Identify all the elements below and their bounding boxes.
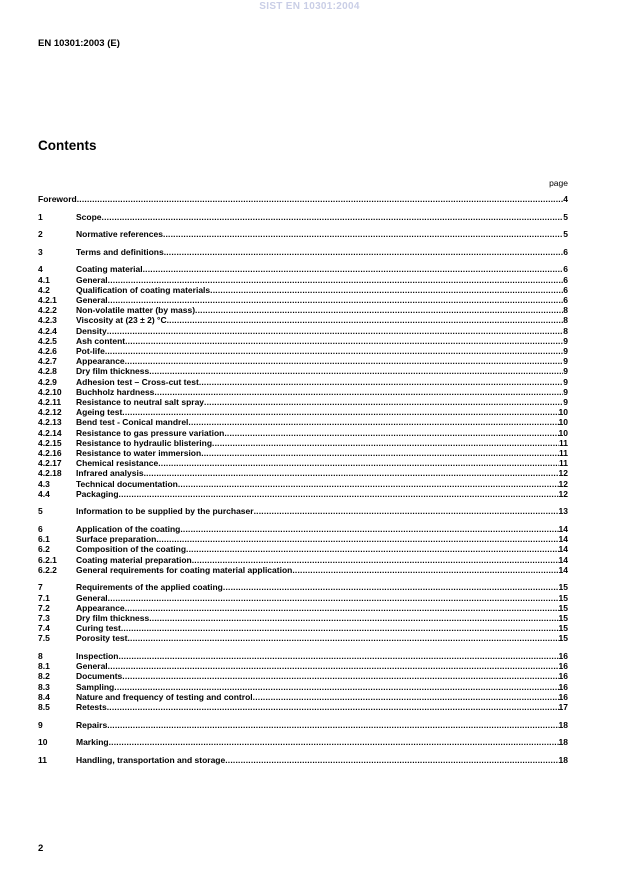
toc-dot-leader (199, 377, 563, 387)
toc-entry-number: 4.2.15 (38, 437, 62, 448)
toc-entry-title: Resistance to gas pressure variation (76, 427, 225, 438)
toc-dot-leader (102, 212, 564, 222)
toc-entry[interactable] (38, 366, 568, 376)
toc-dot-leader (108, 661, 559, 671)
toc-entry-page: 6 (563, 274, 568, 285)
toc-entry-page: 14 (558, 564, 568, 575)
toc-entry[interactable] (38, 593, 568, 603)
toc-entry-number: 4.2.9 (38, 376, 57, 387)
toc-entry-number: 4.2.8 (38, 366, 57, 377)
toc-entry-page: 6 (563, 294, 568, 305)
toc-dot-leader (149, 366, 563, 376)
toc-entry-number: 4.2.18 (38, 468, 62, 479)
toc-entry[interactable] (38, 555, 568, 565)
toc-entry-title: Information to be supplied by the purchaser (76, 506, 254, 517)
toc-entry-title: Terms and definitions (76, 246, 164, 257)
toc-dot-leader (180, 524, 558, 534)
toc-entry-number: 8.3 (38, 681, 50, 692)
table-of-contents (38, 194, 568, 765)
toc-entry-number: 4.2.14 (38, 427, 62, 438)
toc-dot-leader (164, 247, 564, 257)
toc-entry-number: 8.1 (38, 661, 50, 672)
toc-entry-number: 4.2.16 (38, 448, 62, 459)
toc-dot-leader (253, 692, 559, 702)
toc-entry-number: 3 (38, 246, 43, 257)
toc-dot-leader (292, 565, 558, 575)
toc-entry[interactable] (38, 377, 568, 387)
toc-entry-number: 4.2.6 (38, 346, 57, 356)
toc-entry-title: Non-volatile matter (by mass) (76, 305, 196, 316)
toc-entry-page: 14 (558, 524, 568, 535)
toc-entry-page: 9 (563, 335, 568, 346)
toc-entry[interactable] (38, 506, 568, 516)
toc-entry-number: 7.3 (38, 613, 50, 624)
toc-dot-leader (186, 544, 559, 554)
toc-entry-title: Dry film thickness (76, 366, 150, 377)
toc-entry-number: 4.2.17 (38, 458, 62, 469)
toc-entry-page: 14 (558, 554, 568, 565)
toc-entry-number: 2 (38, 229, 43, 240)
toc-entry[interactable] (38, 229, 568, 239)
toc-entry-page: 11 (559, 437, 568, 448)
toc-entry[interactable] (38, 524, 568, 534)
toc-entry-title: Composition of the coating (76, 544, 187, 555)
toc-entry-page: 8 (563, 305, 568, 316)
toc-dot-leader (119, 489, 559, 499)
watermark: SIST EN 10301:2004 (259, 1, 360, 12)
toc-entry-page: 12 (558, 478, 568, 489)
toc-dot-leader (109, 737, 559, 747)
toc-entry-page: 8 (563, 315, 568, 326)
toc-entry-number: 4.2.7 (38, 356, 57, 367)
toc-entry-number: 9 (38, 719, 43, 730)
toc-dot-leader (107, 326, 564, 336)
toc-entry-number: 4.3 (38, 478, 50, 489)
toc-entry-title: Packaging (76, 488, 119, 499)
toc-entry[interactable] (38, 315, 568, 325)
toc-entry-page: 11 (559, 458, 568, 469)
toc-entry[interactable] (38, 633, 568, 643)
toc-entry-number: 8.4 (38, 691, 50, 702)
toc-dot-leader (143, 264, 564, 274)
toc-dot-leader (121, 623, 559, 633)
toc-entry[interactable] (38, 544, 568, 554)
toc-entry-title: Pot-life (76, 346, 105, 356)
toc-dot-leader (212, 438, 559, 448)
toc-entry[interactable] (38, 212, 568, 222)
toc-entry[interactable] (38, 275, 568, 285)
toc-entry[interactable] (38, 702, 568, 712)
toc-dot-leader (122, 671, 558, 681)
toc-dot-leader (154, 387, 563, 397)
toc-entry-page: 12 (558, 468, 568, 479)
page-column-label: page (549, 178, 568, 188)
toc-entry[interactable] (38, 295, 568, 305)
toc-entry-page: 15 (558, 582, 568, 593)
toc-entry[interactable] (38, 489, 568, 499)
toc-entry-page: 18 (558, 737, 568, 748)
toc-entry-number: 7.2 (38, 602, 50, 613)
toc-entry[interactable] (38, 326, 568, 336)
toc-entry-title: General (76, 592, 108, 603)
toc-entry[interactable] (38, 336, 568, 346)
toc-entry-title: Coating material preparation (76, 554, 192, 565)
toc-entry-title: Requirements of the applied coating (76, 582, 223, 593)
toc-entry-number: 4.2.10 (38, 386, 62, 397)
toc-entry-number: 4.2.3 (38, 315, 57, 326)
document-id: EN 10301:2003 (E) (38, 38, 120, 49)
toc-entry-title: Normative references (76, 229, 163, 240)
toc-entry-title: Ageing test (76, 407, 123, 418)
toc-entry-page: 5 (563, 211, 568, 222)
toc-entry-title: Buchholz hardness (76, 386, 155, 397)
toc-entry-page: 18 (558, 719, 568, 730)
toc-entry-page: 9 (563, 356, 568, 367)
toc-entry-title: Infrared analysis (76, 468, 144, 479)
toc-entry-number: 8.5 (38, 702, 50, 713)
toc-entry-page: 5 (563, 229, 568, 240)
toc-dot-leader (210, 285, 563, 295)
toc-entry-page: 6 (563, 246, 568, 257)
toc-entry-title: Ash content (76, 335, 126, 346)
toc-dot-leader (149, 613, 558, 623)
toc-entry-page: 16 (558, 671, 568, 682)
toc-dot-leader (167, 315, 564, 325)
toc-entry-page: 12 (558, 488, 568, 499)
toc-dot-leader (156, 534, 558, 544)
toc-entry-title: Coating material (76, 264, 143, 275)
toc-entry-number: 8 (38, 651, 43, 662)
toc-entry[interactable] (38, 448, 568, 458)
page-number: 2 (38, 843, 44, 854)
toc-entry-number: 6.1 (38, 534, 50, 545)
toc-entry-number: 4.2.11 (38, 397, 62, 408)
toc-entry-page: 17 (558, 702, 568, 713)
toc-entry-title: General (76, 274, 108, 285)
toc-dot-leader (108, 275, 564, 285)
toc-entry-number: 4.2.2 (38, 305, 57, 316)
toc-dot-leader (225, 755, 558, 765)
toc-entry-number: 6 (38, 524, 43, 535)
toc-entry-page: 10 (558, 407, 568, 418)
toc-entry[interactable] (38, 737, 568, 747)
toc-entry-number: 4.2.13 (38, 417, 62, 428)
toc-entry[interactable] (38, 428, 568, 438)
toc-entry-title: Resistance to neutral salt spray (76, 397, 205, 408)
toc-entry[interactable] (38, 285, 568, 295)
toc-entry-title: Repairs (76, 719, 108, 730)
toc-entry[interactable] (38, 479, 568, 489)
toc-entry-page: 10 (558, 427, 568, 438)
toc-entry-number: 4.1 (38, 274, 50, 285)
toc-dot-leader (178, 479, 559, 489)
toc-entry[interactable] (38, 247, 568, 257)
toc-entry-title: General requirements for coating material application (76, 564, 293, 575)
toc-entry-page: 9 (563, 397, 568, 408)
toc-entry[interactable] (38, 534, 568, 544)
toc-entry-number: 1 (38, 211, 43, 222)
toc-entry-number: 5 (38, 506, 43, 517)
toc-dot-leader (125, 336, 563, 346)
toc-entry-title: Documents (76, 671, 123, 682)
toc-dot-leader (114, 682, 558, 692)
toc-entry-page: 4 (563, 194, 568, 204)
toc-dot-leader (107, 720, 558, 730)
toc-entry[interactable] (38, 613, 568, 623)
toc-entry[interactable] (38, 565, 568, 575)
toc-dot-leader (201, 448, 559, 458)
toc-entry[interactable] (38, 720, 568, 730)
toc-entry-number: 4.2.1 (38, 294, 57, 305)
toc-entry-title: Retests (76, 702, 107, 713)
toc-entry-page: 18 (558, 754, 568, 765)
toc-entry[interactable] (38, 356, 568, 366)
toc-entry[interactable] (38, 397, 568, 407)
toc-entry-page: 9 (563, 376, 568, 387)
toc-entry-title: Appearance (76, 602, 125, 613)
toc-entry-title: Inspection (76, 651, 119, 662)
toc-entry-number: 4.2.5 (38, 335, 57, 346)
toc-dot-leader (192, 555, 559, 565)
toc-entry-title: General (76, 294, 108, 305)
toc-entry-page: 6 (563, 284, 568, 295)
toc-entry-title: Nature and frequency of testing and control (76, 691, 253, 702)
toc-entry[interactable] (38, 582, 568, 592)
toc-entry-title: Bend test - Conical mandrel (76, 417, 189, 428)
toc-entry-page: 9 (563, 366, 568, 377)
toc-entry-title: Viscosity at (23 ± 2) °C (76, 315, 167, 326)
toc-entry-page: 9 (563, 346, 568, 356)
toc-entry-number: 4 (38, 264, 43, 275)
toc-entry-page: 16 (558, 691, 568, 702)
toc-dot-leader (107, 702, 559, 712)
toc-entry[interactable] (38, 468, 568, 478)
toc-dot-leader (195, 305, 563, 315)
toc-dot-leader (108, 295, 564, 305)
toc-entry-title: Resistance to water immersion (76, 448, 202, 459)
toc-entry-title: Adhesion test – Cross-cut test (76, 376, 199, 387)
toc-dot-leader (125, 603, 559, 613)
toc-entry-title: Handling, transportation and storage (76, 754, 226, 765)
toc-entry[interactable] (38, 682, 568, 692)
toc-entry-page: 15 (558, 623, 568, 634)
toc-entry-number: 6.2.1 (38, 554, 57, 565)
toc-entry-page: 11 (559, 448, 568, 459)
toc-entry-number: 6.2 (38, 544, 50, 555)
toc-entry[interactable] (38, 305, 568, 315)
toc-entry[interactable] (38, 661, 568, 671)
toc-entry-title: Scope (76, 211, 102, 222)
toc-entry[interactable] (38, 417, 568, 427)
toc-dot-leader (223, 582, 559, 592)
toc-entry[interactable] (38, 407, 568, 417)
toc-entry-page: 16 (558, 661, 568, 672)
toc-entry-title: General (76, 661, 108, 672)
toc-dot-leader (128, 633, 559, 643)
toc-entry-page: 16 (558, 651, 568, 662)
toc-entry[interactable] (38, 755, 568, 765)
toc-entry[interactable] (38, 346, 568, 356)
toc-entry-title: Sampling (76, 681, 115, 692)
toc-entry-title: Technical documentation (76, 478, 178, 489)
toc-entry-page: 15 (558, 633, 568, 644)
toc-entry[interactable] (38, 194, 568, 204)
toc-entry-title: Application of the coating (76, 524, 181, 535)
toc-dot-leader (144, 468, 559, 478)
toc-dot-leader (204, 397, 563, 407)
toc-entry-title: Curing test (76, 623, 121, 634)
toc-dot-leader (163, 229, 563, 239)
toc-entry[interactable] (38, 651, 568, 661)
toc-dot-leader (108, 593, 559, 603)
toc-entry[interactable] (38, 387, 568, 397)
toc-entry-title: Dry film thickness (76, 613, 150, 624)
toc-entry-page: 13 (558, 506, 568, 517)
toc-entry-number: 4.2.4 (38, 325, 57, 336)
toc-dot-leader (188, 417, 558, 427)
toc-entry-title: Density (76, 325, 107, 336)
toc-entry-page: 6 (563, 264, 568, 275)
toc-entry-page: 15 (558, 592, 568, 603)
toc-entry[interactable] (38, 692, 568, 702)
toc-entry-number: 11 (38, 754, 47, 765)
toc-entry-number: 7.4 (38, 623, 50, 634)
toc-entry-title: Resistance to hydraulic blistering (76, 437, 213, 448)
toc-dot-leader (77, 194, 564, 204)
toc-dot-leader (254, 506, 559, 516)
toc-entry-number: 4.4 (38, 488, 50, 499)
toc-entry-number: 6.2.2 (38, 564, 57, 575)
toc-dot-leader (119, 651, 559, 661)
toc-entry-title: Porosity test (76, 633, 128, 644)
toc-entry-title: Marking (76, 737, 109, 748)
toc-entry-page: 15 (558, 602, 568, 613)
toc-entry[interactable] (38, 603, 568, 613)
toc-entry[interactable] (38, 671, 568, 681)
toc-entry-page: 10 (558, 417, 568, 428)
toc-entry-page: 16 (558, 681, 568, 692)
toc-entry-page: 14 (558, 544, 568, 555)
toc-entry-number: 7 (38, 582, 43, 593)
toc-entry-number: 7.5 (38, 633, 50, 644)
toc-dot-leader (122, 407, 558, 417)
toc-dot-leader (105, 346, 563, 356)
toc-entry-title: Appearance (76, 356, 125, 367)
contents-heading: Contents (38, 138, 97, 153)
toc-entry-title: Chemical resistance (76, 458, 159, 469)
toc-entry-number: 10 (38, 737, 48, 748)
toc-entry[interactable] (38, 458, 568, 468)
toc-entry-number: 4.2.12 (38, 407, 62, 418)
toc-entry[interactable] (38, 623, 568, 633)
toc-dot-leader (224, 428, 558, 438)
toc-dot-leader (158, 458, 559, 468)
toc-entry-title: Qualification of coating materials (76, 284, 211, 295)
toc-entry-page: 15 (558, 613, 568, 624)
toc-entry-number: 4.2 (38, 284, 50, 295)
toc-entry-page: 14 (558, 534, 568, 545)
toc-entry[interactable] (38, 438, 568, 448)
toc-entry-title: Foreword (38, 194, 77, 204)
toc-entry-number: 7.1 (38, 592, 50, 603)
toc-dot-leader (125, 356, 564, 366)
toc-entry-title: Surface preparation (76, 534, 157, 545)
toc-entry-page: 9 (563, 386, 568, 397)
toc-entry-number: 8.2 (38, 671, 50, 682)
toc-entry-page: 8 (563, 325, 568, 336)
toc-entry[interactable] (38, 264, 568, 274)
